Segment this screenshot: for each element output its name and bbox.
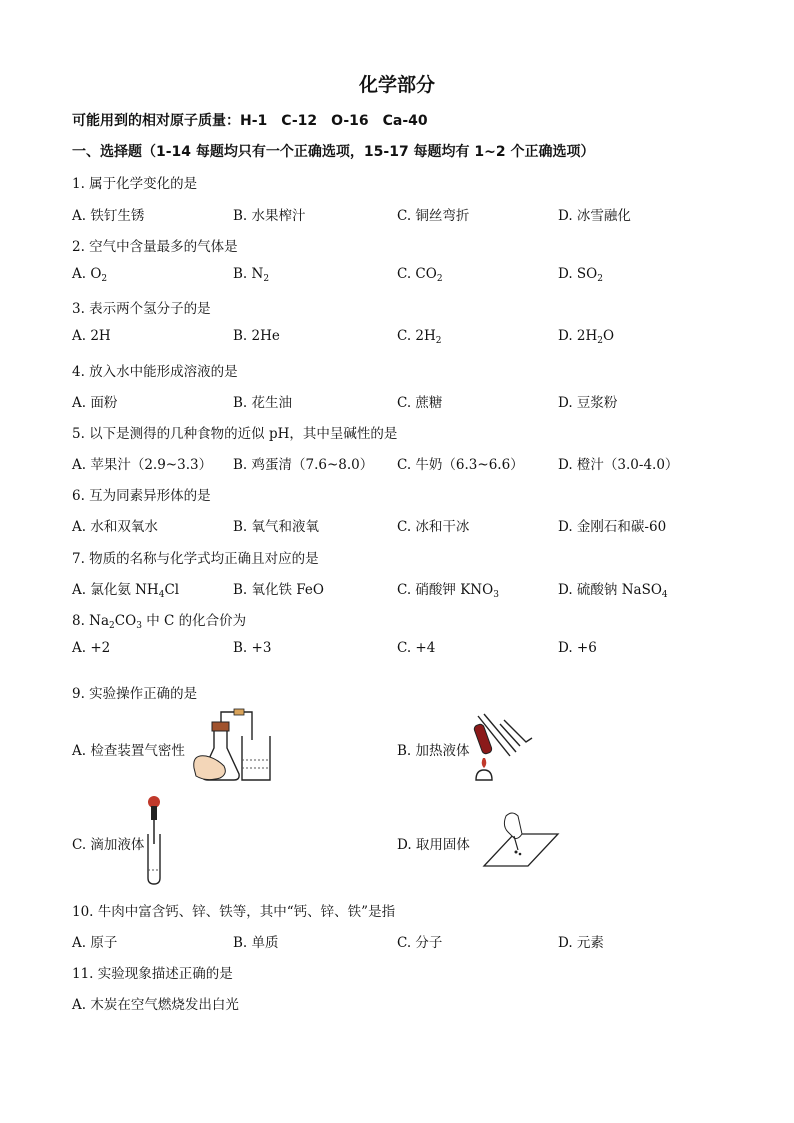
q7-option-b: B. 氧化铁 FeO (233, 582, 324, 598)
q2-option-b: B. $N_2$ (233, 266, 270, 284)
atomic-mass-line: 可能用到的相对原子质量：H-1 C-12 O-16 Ca-40 (72, 113, 428, 129)
q8-option-a: A. +2 (72, 640, 111, 656)
q11-option-a: A. 木炭在空气燃烧发出白光 (72, 997, 239, 1013)
section-heading: 一、选择题（1-14 每题均只有一个正确选项，15-17 每题均有 1~2 个正确选项） (72, 144, 595, 160)
q10-option-b: B. 单质 (233, 935, 279, 951)
question-2-stem: 2. 空气中含量最多的气体是 (72, 239, 238, 255)
page-title: 化学部分 (358, 74, 435, 96)
q9-option-d: D. 取用固体 (397, 837, 470, 853)
q9-option-b: B. 加热液体 (397, 743, 470, 759)
q10-option-a: A. 原子 (72, 935, 118, 951)
taking-solid-figure (474, 810, 560, 868)
q1-option-a: A. 铁钉生锈 (72, 208, 145, 224)
q1-option-b: B. 水果榨汁 (233, 208, 306, 224)
question-5-stem: 5. 以下是测得的几种食物的近似 pH，其中呈碱性的是 (72, 426, 398, 442)
question-4-stem: 4. 放入水中能形成溶液的是 (72, 364, 238, 380)
q4-option-b: B. 花生油 (233, 395, 293, 411)
q2-option-a: A. $O_2$ (72, 266, 108, 284)
q9-option-a: A. 检查装置气密性 (72, 743, 185, 759)
question-8-stem: 8. $Na_2CO_3$ 中 C 的化合价为 (72, 613, 247, 631)
q6-option-c: C. 冰和干冰 (397, 519, 470, 535)
q5-option-a: A. 苹果汁（2.9~3.3） (72, 457, 213, 473)
q7-option-a: A. 氯化氨 $NH_4Cl$ (72, 582, 180, 600)
q4-option-c: C. 蔗糖 (397, 395, 443, 411)
q4-option-d: D. 豆浆粉 (558, 395, 618, 411)
q7-option-d: D. 硫酸钠 NaSO$_4$ (558, 582, 668, 600)
q2-option-c: C. $CO_2$ (397, 266, 443, 284)
q6-option-d: D. 金刚石和碳-60 (558, 519, 667, 535)
q7-option-c: C. 硝酸钾 $KNO_3$ (397, 582, 499, 600)
q1-option-d: D. 冰雪融化 (558, 208, 631, 224)
question-7-stem: 7. 物质的名称与化学式均正确且对应的是 (72, 551, 319, 567)
q3-option-a: A. 2H (72, 328, 111, 344)
q5-option-d: D. 橙汁（3.0-4.0） (558, 457, 679, 473)
q8-option-d: D. +6 (558, 640, 597, 656)
question-6-stem: 6. 互为同素异形体的是 (72, 488, 211, 504)
q8-option-c: C. +4 (397, 640, 436, 656)
q3-option-c: C. $2H_2$ (397, 328, 442, 346)
q2-option-d: D. $SO_2$ (558, 266, 603, 284)
q3-option-b: B. 2He (233, 328, 280, 344)
question-9-stem: 9. 实验操作正确的是 (72, 686, 198, 702)
question-3-stem: 3. 表示两个氢分子的是 (72, 301, 211, 317)
airtightness-check-figure (190, 708, 290, 784)
q10-option-d: D. 元素 (558, 935, 604, 951)
q8-option-b: B. +3 (233, 640, 272, 656)
question-10-stem: 10. 牛肉中富含钙、锌、铁等，其中“钙、锌、铁”是指 (72, 904, 396, 920)
heating-liquid-figure (470, 712, 540, 782)
q1-option-c: C. 铜丝弯折 (397, 208, 470, 224)
q5-option-c: C. 牛奶（6.3~6.6） (397, 457, 524, 473)
question-11-stem: 11. 实验现象描述正确的是 (72, 966, 233, 982)
q3-option-d: D. $2H_2O$ (558, 328, 615, 346)
dropping-liquid-figure (140, 794, 170, 886)
q9-option-c: C. 滴加液体 (72, 837, 145, 853)
q4-option-a: A. 面粉 (72, 395, 118, 411)
q6-option-b: B. 氧气和液氧 (233, 519, 320, 535)
q10-option-c: C. 分子 (397, 935, 443, 951)
q5-option-b: B. 鸡蛋清（7.6~8.0） (233, 457, 374, 473)
question-1-stem: 1. 属于化学变化的是 (72, 176, 198, 192)
q6-option-a: A. 水和双氧水 (72, 519, 158, 535)
